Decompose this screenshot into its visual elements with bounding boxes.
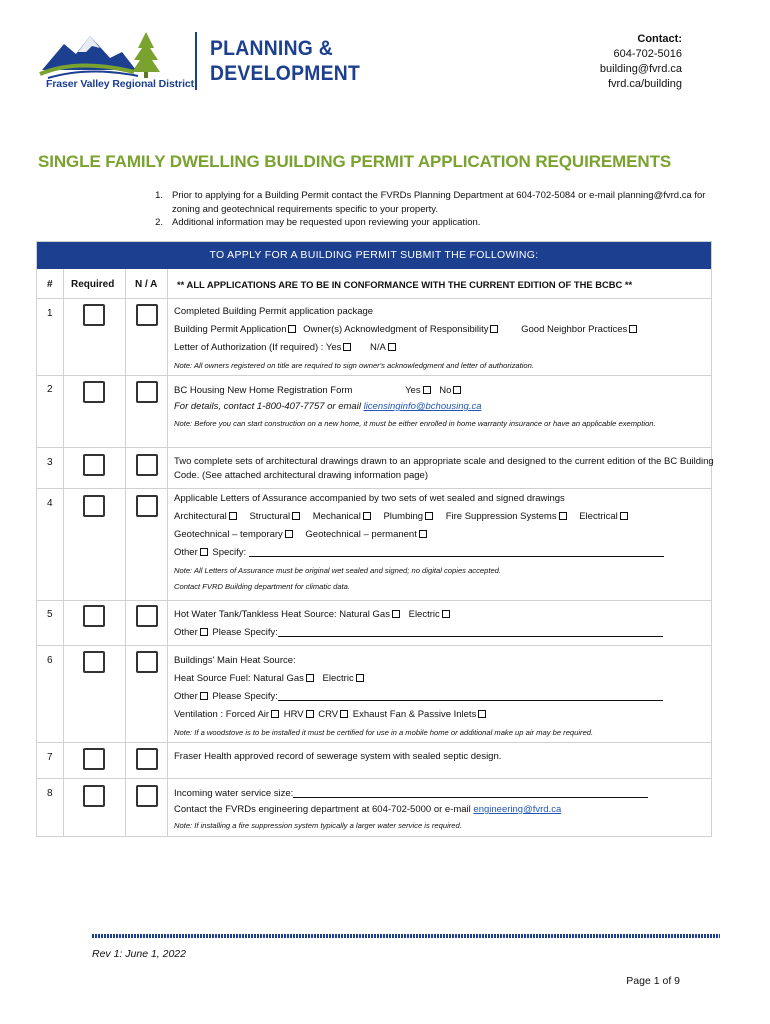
option-label: Electrical (579, 511, 618, 522)
option-label: Specify: (212, 547, 249, 558)
option-checkbox[interactable] (306, 710, 314, 718)
option-label: Exhaust Fan & Passive Inlets (352, 709, 477, 720)
column-divider (167, 269, 168, 836)
option-checkbox[interactable] (363, 512, 371, 520)
na-checkbox[interactable] (136, 454, 158, 476)
option-label: HRV (283, 709, 304, 720)
item-text: Incoming water service size: (174, 788, 294, 799)
item-note: Note: If installing a fire suppression system typically a larger water service is required. (174, 821, 462, 830)
na-checkbox[interactable] (136, 495, 158, 517)
na-checkbox[interactable] (136, 605, 158, 627)
option-checkbox[interactable] (423, 386, 431, 394)
na-checkbox[interactable] (136, 785, 158, 807)
item-options (174, 606, 714, 624)
intro-item (147, 216, 707, 230)
row-divider (37, 488, 711, 489)
option-label: Building Permit Application (174, 324, 287, 335)
requirement-8 (174, 785, 714, 831)
row-divider (37, 447, 711, 448)
option-checkbox[interactable] (392, 610, 400, 618)
requirement-1 (174, 303, 714, 371)
page-number: Page 1 of 9 (626, 975, 680, 987)
department-name (210, 36, 360, 86)
option-checkbox[interactable] (340, 710, 348, 718)
option-label: Plumbing (383, 511, 424, 522)
item-contact (174, 400, 714, 414)
na-checkbox[interactable] (136, 651, 158, 673)
intro-item (147, 189, 707, 216)
option-checkbox[interactable] (200, 692, 208, 700)
row-number: 1 (47, 308, 53, 319)
option-checkbox[interactable] (629, 325, 637, 333)
item-options (174, 508, 714, 526)
item-contact (174, 803, 714, 817)
option-label: Ventilation : Forced Air (174, 709, 270, 720)
item-options (174, 624, 714, 642)
option-checkbox[interactable] (229, 512, 237, 520)
requirement-5 (174, 606, 714, 642)
email-link[interactable]: engineering@fvrd.ca (473, 804, 562, 815)
option-checkbox[interactable] (356, 674, 364, 682)
department-line-2: DEVELOPMENT (210, 62, 361, 85)
option-checkbox[interactable] (288, 325, 296, 333)
na-checkbox[interactable] (136, 381, 158, 403)
na-checkbox[interactable] (136, 748, 158, 770)
required-checkbox[interactable] (83, 785, 105, 807)
item-options (174, 670, 714, 688)
page-title: SINGLE FAMILY DWELLING BUILDING PERMIT APPLICATION REQUIREMENTS (38, 152, 672, 171)
required-checkbox[interactable] (83, 495, 105, 517)
contact-email: building@fvrd.ca (599, 63, 682, 75)
item-options (174, 526, 714, 544)
option-label: Other (174, 691, 198, 702)
department-line-1: PLANNING & (210, 37, 333, 60)
option-checkbox[interactable] (559, 512, 567, 520)
requirement-6 (174, 652, 714, 738)
column-divider (125, 269, 126, 836)
required-checkbox[interactable] (83, 304, 105, 326)
required-checkbox[interactable] (83, 454, 105, 476)
required-checkbox[interactable] (83, 651, 105, 673)
row-number: 8 (47, 788, 53, 799)
item-text: For details, contact 1-800-407-7757 or email (174, 401, 364, 412)
option-checkbox[interactable] (200, 628, 208, 636)
option-label: Architectural (174, 511, 227, 522)
item-options (174, 339, 714, 357)
option-checkbox[interactable] (453, 386, 461, 394)
item-options (174, 544, 714, 562)
requirement-4 (174, 490, 714, 592)
item-note: Note: All Letters of Assurance must be original wet sealed and signed; no digital copies accepted. (174, 566, 502, 575)
column-header-number: # (47, 279, 53, 290)
item-text: Applicable Letters of Assurance accompanied by two sets of wet sealed and signed drawings (174, 493, 565, 504)
option-label: Electric (408, 609, 440, 620)
intro-list (147, 189, 707, 230)
option-checkbox[interactable] (285, 530, 293, 538)
option-checkbox[interactable] (490, 325, 498, 333)
revision-date: Rev 1: June 1, 2022 (92, 948, 186, 960)
row-number: 3 (47, 457, 53, 468)
item-text: Contact the FVRDs engineering department at 604-702-5000 or e-mail (174, 804, 474, 815)
option-label: Please Specify: (212, 627, 278, 638)
option-label: Structural (249, 511, 291, 522)
intro-item-text: Prior to applying for a Building Permit contact the FVRDs Planning Department at 604-702-5084 or e-mail planning@fvrd.ca for zoning and geotechnical requirements specific to your property. (172, 190, 706, 215)
footer-rule (92, 934, 720, 938)
contact-block (600, 32, 682, 92)
item-note: Note: If a woodstove is to be installed it must be certified for use in a mobile home or additional make up air may be required. (174, 728, 594, 737)
row-divider (37, 375, 711, 376)
table-banner: TO APPLY FOR A BUILDING PERMIT SUBMIT THE FOLLOWING: (37, 242, 711, 269)
option-checkbox[interactable] (292, 512, 300, 520)
option-label: Please Specify: (212, 691, 278, 702)
column-divider (63, 269, 64, 836)
requirement-2 (174, 382, 714, 429)
contact-phone: 604-702-5016 (613, 48, 682, 60)
item-text: Buildings' Main Heat Source: (174, 655, 296, 666)
option-checkbox[interactable] (442, 610, 450, 618)
row-divider (37, 645, 711, 646)
item-options (174, 321, 714, 339)
contact-website: fvrd.ca/building (608, 78, 682, 90)
item-text: Two complete sets of architectural drawings drawn to an appropriate scale and designed to the current edition of the BC Building Code. (See attached architectural drawing information page) (174, 456, 714, 481)
option-label: CRV (318, 709, 339, 720)
item-text: Completed Building Permit application package (174, 306, 374, 317)
item-options (174, 785, 714, 803)
row-divider (37, 778, 711, 779)
header-divider (37, 298, 711, 299)
option-label: Geotechnical – temporary (174, 529, 283, 540)
item-note: Contact FVRD Building department for climatic data. (174, 582, 350, 591)
na-checkbox[interactable] (136, 304, 158, 326)
option-checkbox[interactable] (478, 710, 486, 718)
option-label: Other (174, 627, 198, 638)
item-text: BC Housing New Home Registration Form (174, 385, 353, 396)
row-divider (37, 742, 711, 743)
option-checkbox[interactable] (343, 343, 351, 351)
item-note: Note: All owners registered on title are required to sign owner's acknowledgment and letter of authorization. (174, 361, 534, 370)
column-header-required: Required (71, 279, 115, 290)
option-label: N/A (370, 342, 386, 353)
option-label: Fire Suppression Systems (445, 511, 557, 522)
option-label: Good Neighbor Practices (521, 324, 628, 335)
specify-field[interactable] (249, 547, 664, 557)
option-checkbox[interactable] (620, 512, 628, 520)
intro-item-number: 2. (155, 217, 163, 228)
option-label: No (439, 385, 452, 396)
intro-item-text: Additional information may be requested upon reviewing your application. (172, 217, 481, 228)
required-checkbox[interactable] (83, 748, 105, 770)
row-number: 5 (47, 609, 53, 620)
option-checkbox[interactable] (425, 512, 433, 520)
option-label: Hot Water Tank/Tankless Heat Source: Natural Gas (174, 609, 390, 620)
requirement-7 (174, 748, 714, 766)
option-label: Letter of Authorization (If required) : Yes (174, 342, 342, 353)
option-checkbox[interactable] (419, 530, 427, 538)
required-checkbox[interactable] (83, 381, 105, 403)
logo-divider (195, 32, 197, 90)
option-checkbox[interactable] (271, 710, 279, 718)
option-label: Geotechnical – permanent (305, 529, 417, 540)
row-number: 4 (47, 498, 53, 509)
specify-field[interactable] (278, 691, 663, 701)
intro-item-number: 1. (155, 190, 163, 201)
item-options (174, 688, 714, 706)
option-checkbox[interactable] (200, 548, 208, 556)
option-checkbox[interactable] (388, 343, 396, 351)
item-options (174, 706, 714, 724)
requirement-3 (174, 455, 714, 482)
required-checkbox[interactable] (83, 605, 105, 627)
org-name: Fraser Valley Regional District (46, 78, 195, 90)
row-number: 2 (47, 384, 53, 395)
row-divider (37, 600, 711, 601)
option-label: Electric (322, 673, 354, 684)
requirements-table (36, 241, 712, 837)
specify-field[interactable] (278, 627, 663, 637)
row-number: 6 (47, 655, 53, 666)
contact-label: Contact: (637, 33, 682, 45)
water-size-field[interactable] (293, 788, 648, 798)
email-link[interactable]: licensinginfo@bchousing.ca (363, 401, 482, 412)
option-label: Other (174, 547, 198, 558)
option-label: Mechanical (312, 511, 361, 522)
option-label: Yes (405, 385, 421, 396)
option-label: Heat Source Fuel: Natural Gas (174, 673, 304, 684)
item-text: Fraser Health approved record of sewerage system with sealed septic design. (174, 751, 502, 762)
option-label: Owner(s) Acknowledgment of Responsibility (303, 324, 489, 335)
item-note: Note: Before you can start construction on a new home, it must be either enrolled in home warranty insurance or have an applicable exemption. (174, 419, 656, 428)
column-header-description: ** ALL APPLICATIONS ARE TO BE IN CONFORMANCE WITH THE CURRENT EDITION OF THE BCBC ** (177, 279, 633, 290)
row-number: 7 (47, 752, 53, 763)
column-header-na: N / A (135, 279, 158, 290)
option-checkbox[interactable] (306, 674, 314, 682)
item-options (174, 382, 714, 400)
